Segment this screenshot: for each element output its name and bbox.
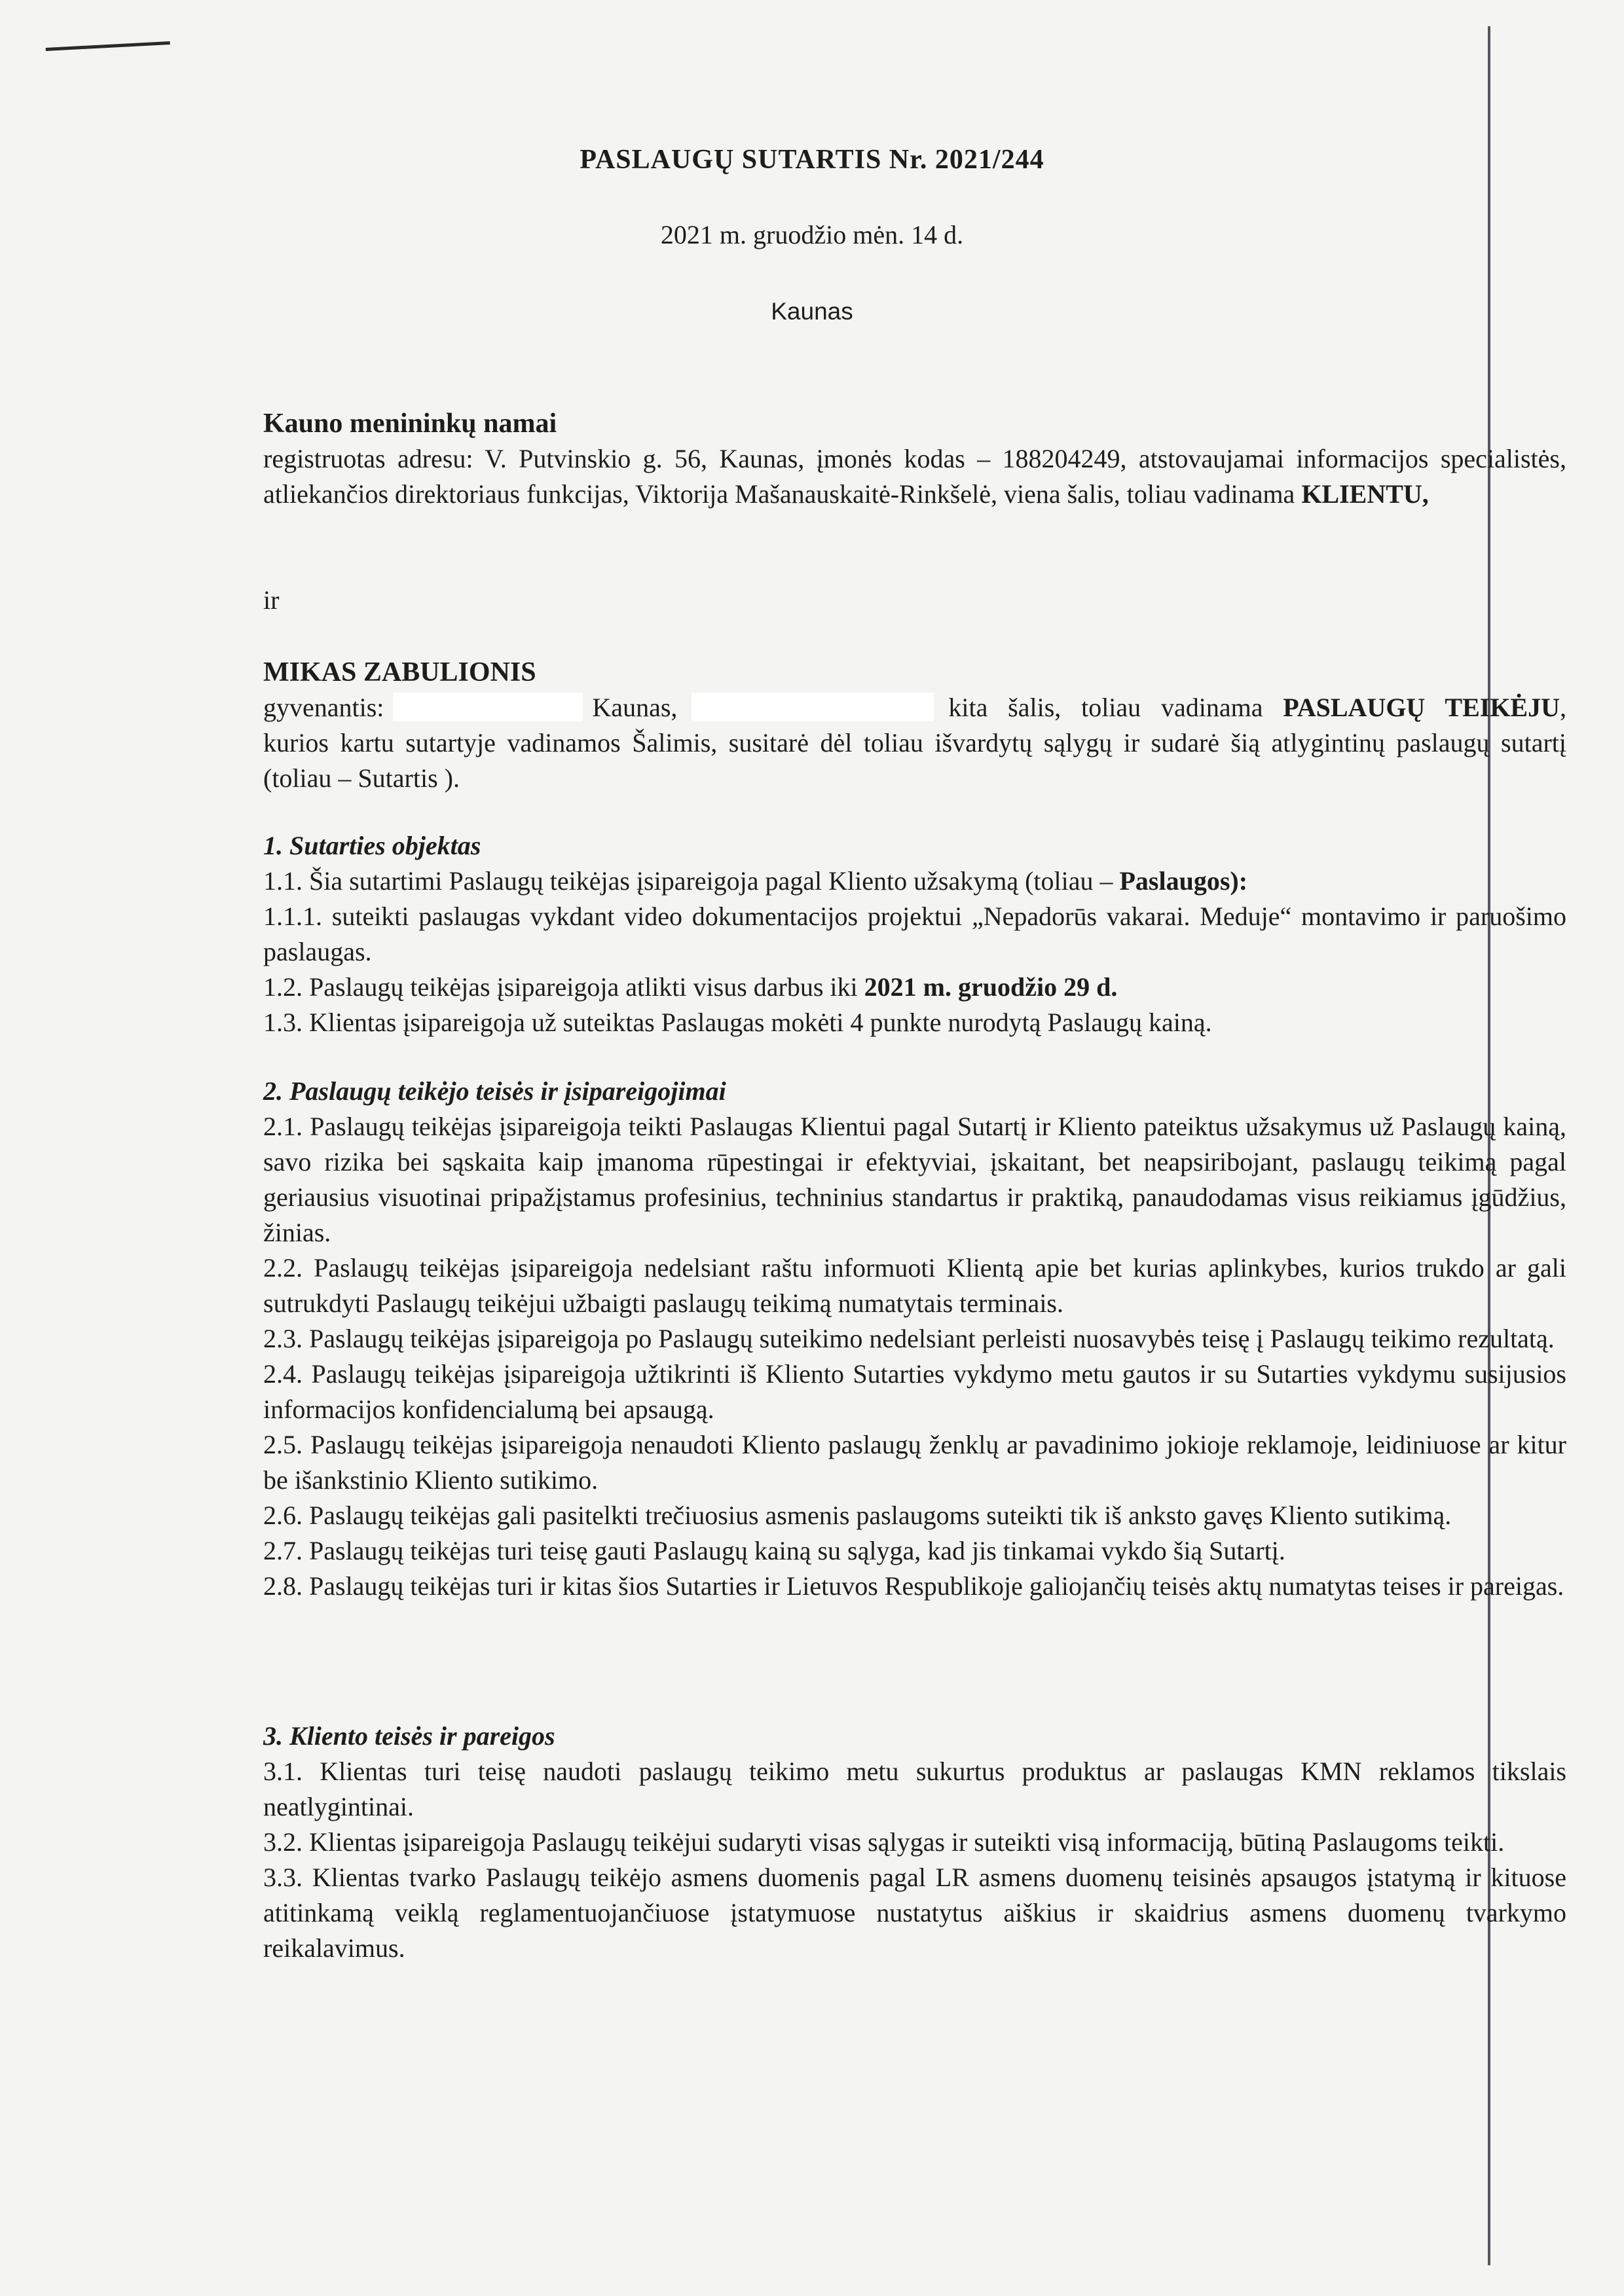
scan-artifact-mark xyxy=(46,41,171,59)
clause-1-2-text: 1.2. Paslaugų teikėjas įsipareigoja atlikti visus darbus iki xyxy=(263,972,864,1002)
client-details xyxy=(263,441,1566,512)
clause-2-3: 2.3. Paslaugų teikėjas įsipareigoja po Paslaugų suteikimo nedelsiant perleisti nuosavybės teisę į Paslaugų teikimo rezultatą. xyxy=(263,1324,1555,1353)
redacted-personal-code xyxy=(692,693,934,721)
redacted-address xyxy=(393,693,583,721)
section-3-title: 3. Kliento teisės ir pareigos xyxy=(263,1721,555,1751)
provider-residence-label: gyvenantis: xyxy=(263,693,384,722)
client-name: Kauno menininkų namai xyxy=(263,409,557,439)
section-1-title: 1. Sutarties objektas xyxy=(263,831,481,860)
contract-city: Kaunas xyxy=(771,298,853,325)
section-2-title: 2. Paslaugų teikėjo teisės ir įsipareigojimai xyxy=(263,1076,726,1106)
client-party-block xyxy=(263,406,1566,512)
clause-2-7: 2.7. Paslaugų teikėjas turi teisę gauti Paslaugų kainą su sąlyga, kad jis tinkamai vykdo šią Sutartį. xyxy=(263,1536,1285,1565)
clause-3-1: 3.1. Klientas turi teisę naudoti paslaugų teikimo metu sukurtus produktus ar paslaugas KMN reklamos tikslais neatlygintinai. xyxy=(263,1757,1566,1821)
provider-details xyxy=(263,690,1566,796)
clause-2-6: 2.6. Paslaugų teikėjas gali pasitelkti trečiuosius asmenis paslaugoms suteikti tik iš anksto gavęs Kliento sutikimą. xyxy=(263,1501,1452,1530)
conjunction: ir xyxy=(263,585,280,615)
section-3 xyxy=(263,1719,1566,1966)
clause-2-2: 2.2. Paslaugų teikėjas įsipareigoja nedelsiant raštu informuoti Klientą apie bet kurias aplinkybes, kurios trukdo ar gali sutrukdyti Paslaugų teikėjui užbaigti paslaugų teikimą numatytais terminais. xyxy=(263,1253,1566,1318)
section-2 xyxy=(263,1074,1566,1604)
clause-1-2 xyxy=(263,970,1566,1005)
section-1 xyxy=(263,828,1566,1040)
client-role-label: KLIENTU, xyxy=(1301,479,1429,509)
provider-text-a: kita šalis, toliau vadinama xyxy=(948,693,1283,722)
provider-name: MIKAS ZABULIONIS xyxy=(263,657,536,687)
provider-residence-city: Kaunas, xyxy=(592,693,678,722)
contract-title: PASLAUGŲ SUTARTIS Nr. 2021/244 xyxy=(580,145,1044,175)
provider-party-block xyxy=(263,655,1566,796)
provider-role-label: PASLAUGŲ TEIKĖJU xyxy=(1283,693,1560,722)
clause-1-3: 1.3. Klientas įsipareigoja už suteiktas Paslaugas mokėti 4 punkte nurodytą Paslaugų kainą. xyxy=(263,1008,1212,1037)
clause-3-3: 3.3. Klientas tvarko Paslaugų teikėjo asmens duomenis pagal LR asmens duomenų teisinės apsaugos įstatymą ir kituose atitinkamą veiklą reglamentuojančiuose įstatymuose nustatytus aiškius ir skaidrius asmens duomenų tvarkymo reikalavimus. xyxy=(263,1863,1566,1963)
contract-date: 2021 m. gruodžio mėn. 14 d. xyxy=(660,220,964,249)
client-details-text: registruotas adresu: V. Putvinskio g. 56, Kaunas, įmonės kodas – 188204249, atstovaujamai informacijos specialistės, atliekančios direktoriaus funkcijas, Viktorija Mašanauskaitė-Rinkšelė, viena šalis, toliau vadinama xyxy=(263,444,1566,509)
clause-1-1-text: 1.1. Šia sutartimi Paslaugų teikėjas įsipareigoja pagal Kliento užsakymą (toliau – xyxy=(263,866,1120,896)
clause-1-1 xyxy=(263,864,1566,899)
clause-2-5: 2.5. Paslaugų teikėjas įsipareigoja nenaudoti Kliento paslaugų ženklų ar pavadinimo jokioje reklamoje, leidiniuose ar kitur be išankstinio Kliento sutikimo. xyxy=(263,1430,1566,1495)
clause-2-8: 2.8. Paslaugų teikėjas turi ir kitas šios Sutarties ir Lietuvos Respublikoje galiojančių teisės aktų numatytas teises ir pareigas. xyxy=(263,1571,1564,1601)
clause-1-1-bold: Paslaugos): xyxy=(1119,866,1248,896)
clause-1-2-deadline: 2021 m. gruodžio 29 d. xyxy=(864,972,1118,1002)
provider-text-b: , kurios kartu sutartyje vadinamos Šalimis, susitarė dėl toliau išvardytų sąlygų ir sudarė šią atlygintinų paslaugų sutartį (toliau – Sutartis ). xyxy=(263,693,1566,793)
clause-2-1: 2.1. Paslaugų teikėjas įsipareigoja teikti Paslaugas Klientui pagal Sutartį ir Kliento pateiktus užsakymus už Paslaugų kainą, savo rizika bei sąskaita kaip įmanoma rūpestingai ir efektyviai, įskaitant, bet neapsiribojant, paslaugų teikimą pagal geriausius visuotinai pripažįstamus profesinius, techninius standartus ir praktiką, panaudodamas visus reikiamus įgūdžius, žinias. xyxy=(263,1112,1566,1247)
clause-2-4: 2.4. Paslaugų teikėjas įsipareigoja užtikrinti iš Kliento Sutarties vykdymo metu gautos ir su Sutarties vykdymu susijusios informacijos konfidencialumą bei apsaugą. xyxy=(263,1359,1566,1424)
clause-1-1-1: 1.1.1. suteikti paslaugas vykdant video dokumentacijos projektui „Nepadorūs vakarai. Meduje“ montavimo ir paruošimo paslaugas. xyxy=(263,902,1566,966)
clause-3-2: 3.2. Klientas įsipareigoja Paslaugų teikėjui sudaryti visas sąlygas ir suteikti visą informaciją, būtiną Paslaugoms teikti. xyxy=(263,1827,1505,1857)
